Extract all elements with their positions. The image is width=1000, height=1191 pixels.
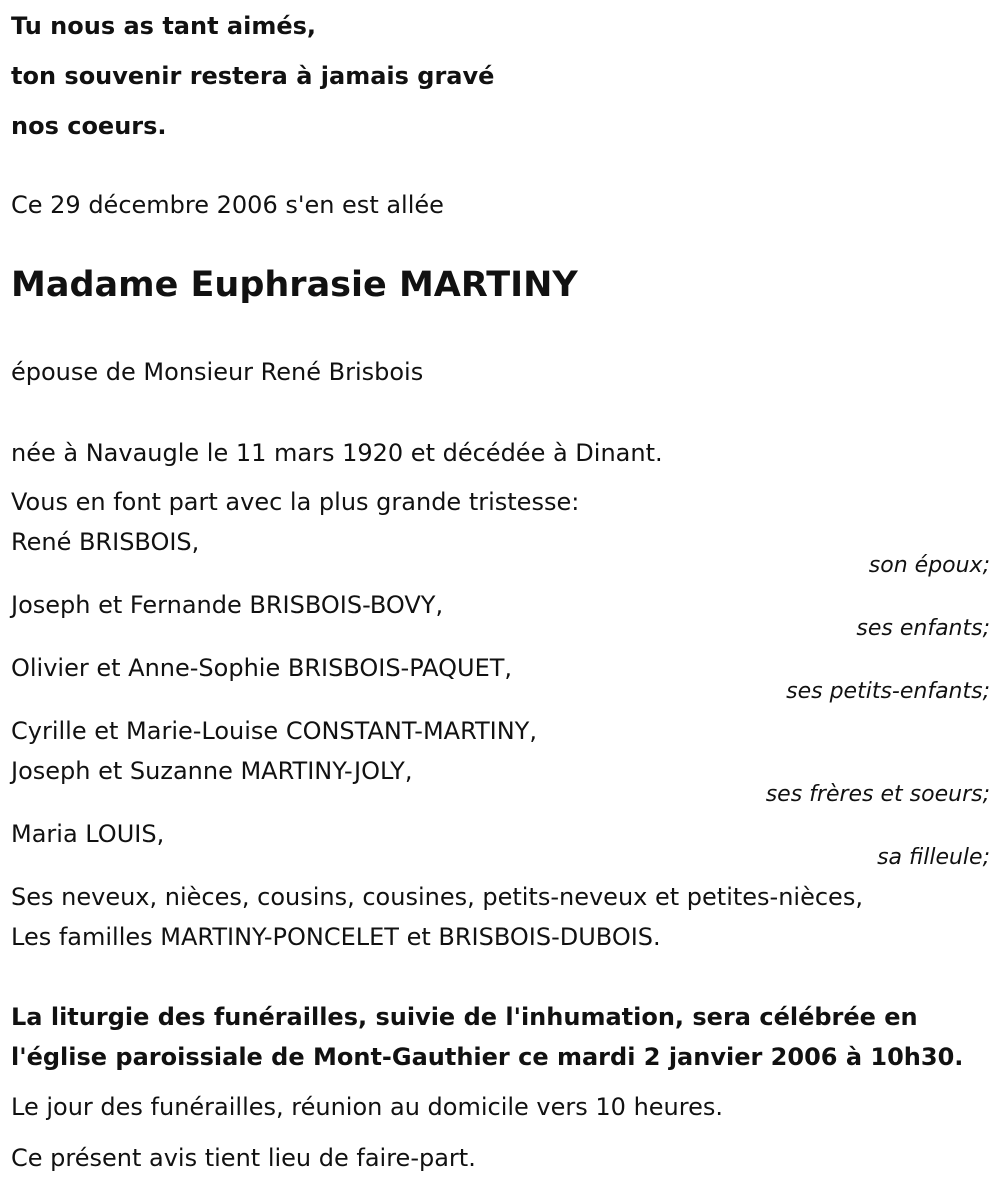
funeral-line-2: l'église paroissiale de Mont-Gauthier ce mardi 2 janvier 2006 à 10h30. xyxy=(11,1043,964,1071)
family-goddaughter-name: Maria LOUIS, xyxy=(11,820,165,848)
birth-death-line: née à Navaugle le 11 mars 1920 et décédée à Dinant. xyxy=(11,439,663,467)
family-others-2: Les familles MARTINY-PONCELET et BRISBOIS-DUBOIS. xyxy=(11,923,661,951)
family-grandchildren-name: Olivier et Anne-Sophie BRISBOIS-PAQUET, xyxy=(11,654,513,682)
family-sibling-2: Joseph et Suzanne MARTINY-JOLY, xyxy=(11,757,413,785)
verse-line-2: ton souvenir restera à jamais gravé xyxy=(11,62,495,90)
funeral-line-1: La liturgie des funérailles, suivie de l'inhumation, sera célébrée en xyxy=(11,1003,918,1031)
verse-line-3: nos coeurs. xyxy=(11,112,167,140)
family-sibling-1: Cyrille et Marie-Louise CONSTANT-MARTINY, xyxy=(11,717,537,745)
intro-line: Ce 29 décembre 2006 s'en est allée xyxy=(11,191,444,219)
family-spouse-name: René BRISBOIS, xyxy=(11,528,200,556)
family-spouse-role: son époux; xyxy=(868,553,990,578)
spouse-line: épouse de Monsieur René Brisbois xyxy=(11,358,424,386)
verse-line-1: Tu nous as tant aimés, xyxy=(11,12,317,40)
closing-line: Ce présent avis tient lieu de faire-part. xyxy=(11,1144,476,1172)
deceased-name: Madame Euphrasie MARTINY xyxy=(11,265,578,305)
family-goddaughter-role: sa filleule; xyxy=(877,845,990,870)
family-siblings-role: ses frères et soeurs; xyxy=(765,782,990,807)
family-children-name: Joseph et Fernande BRISBOIS-BOVY, xyxy=(11,591,444,619)
announce-line: Vous en font part avec la plus grande tristesse: xyxy=(11,488,580,516)
family-others-1: Ses neveux, nièces, cousins, cousines, petits-neveux et petites-nièces, xyxy=(11,883,863,911)
family-children-role: ses enfants; xyxy=(856,616,990,641)
family-grandchildren-role: ses petits-enfants; xyxy=(786,679,990,704)
gathering-line: Le jour des funérailles, réunion au domicile vers 10 heures. xyxy=(11,1093,723,1121)
